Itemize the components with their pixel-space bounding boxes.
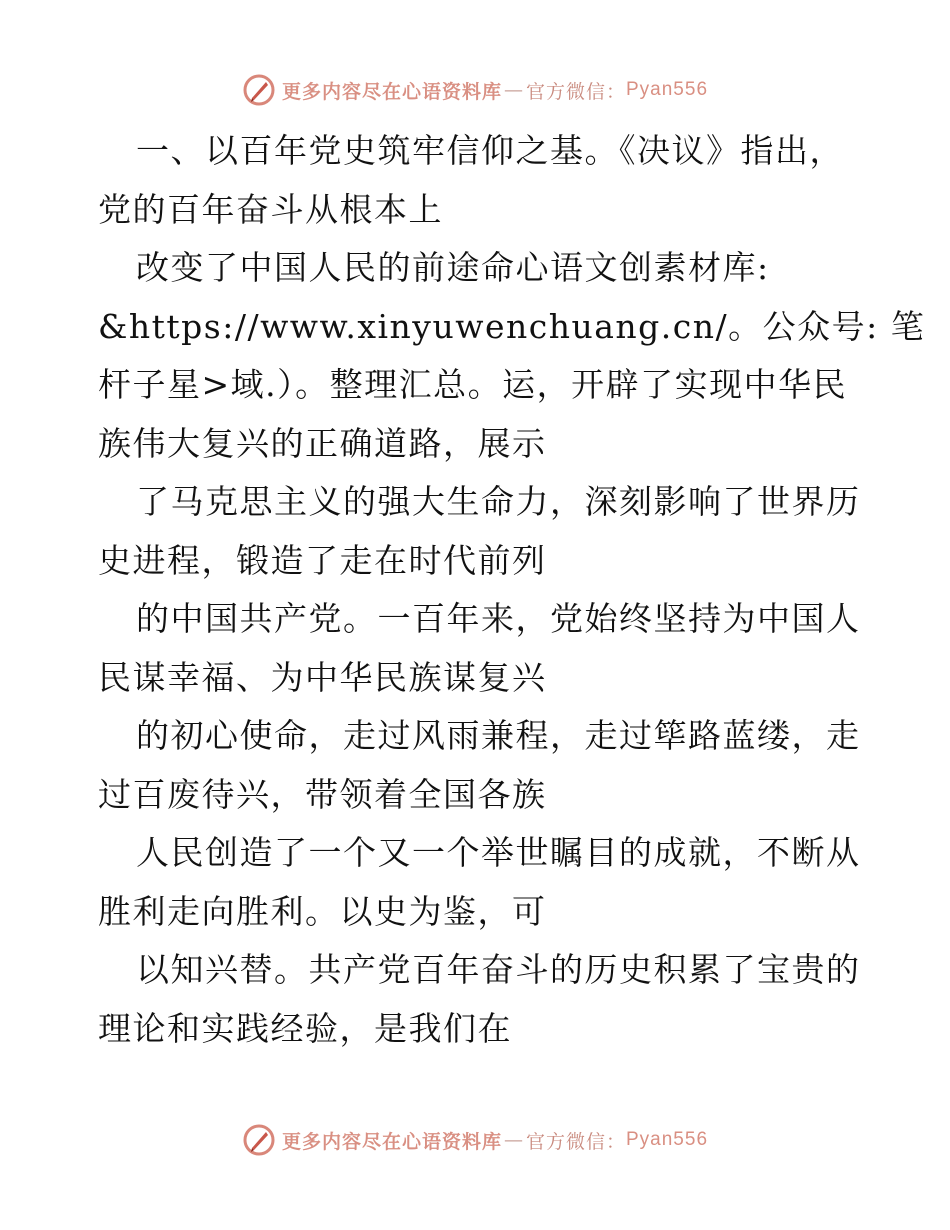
banner-wechat-id: Pyan556 (626, 1129, 709, 1150)
banner-wechat-label: 官方微信： (525, 1130, 626, 1153)
body-line: 理论和实践经验，是我们在 (98, 1008, 512, 1048)
body-line: 民谋幸福、为中华民族谋复兴 (98, 657, 547, 697)
banner-dash: — (503, 1129, 524, 1151)
body-line: 改变了中国人民的前途命心语文创素材库: (136, 248, 770, 287)
body-line: 的初心使命，走过风雨兼程，走过筚路蓝缕，走 (136, 716, 861, 755)
body-line: 过百废待兴，带领着全国各族 (98, 774, 547, 814)
body-line: 人民创造了一个又一个举世瞩目的成就，不断从 (136, 833, 861, 872)
body-line: 的中国共产党。一百年来，党始终坚持为中国人 (136, 599, 861, 638)
header-watermark-banner (0, 70, 950, 110)
document-body (98, 122, 926, 1058)
body-line: 了马克思主义的强大生命力，深刻影响了世界历 (136, 482, 861, 521)
body-line: 胜利走向胜利。以史为鉴，可 (98, 891, 547, 931)
body-line: 杆子星>域.）。整理汇总。运，开辟了实现中华民 (98, 365, 848, 404)
body-line: 一、以百年党史筑牢信仰之基。《决议》指出， (136, 131, 844, 170)
quill-logo-icon (242, 73, 276, 107)
banner-wechat-id: Pyan556 (626, 79, 709, 100)
banner-brand-text: 更多内容尽在心语资料库 (281, 1130, 502, 1153)
body-line: 史进程，锻造了走在时代前列 (98, 540, 547, 580)
body-line: &https://www.xinyuwenchuang.cn/。公众号: 笔 (98, 306, 926, 346)
body-line: 以知兴替。共产党百年奋斗的历史积累了宝贵的 (136, 950, 861, 989)
quill-logo-icon (242, 1123, 276, 1157)
banner-wechat-label: 官方微信： (525, 80, 626, 103)
footer-watermark-banner (0, 1120, 950, 1160)
body-line: 党的百年奋斗从根本上 (98, 189, 443, 229)
banner-brand-text: 更多内容尽在心语资料库 (281, 80, 502, 103)
banner-dash: — (503, 79, 524, 101)
body-line: 族伟大复兴的正确道路，展示 (98, 423, 547, 463)
